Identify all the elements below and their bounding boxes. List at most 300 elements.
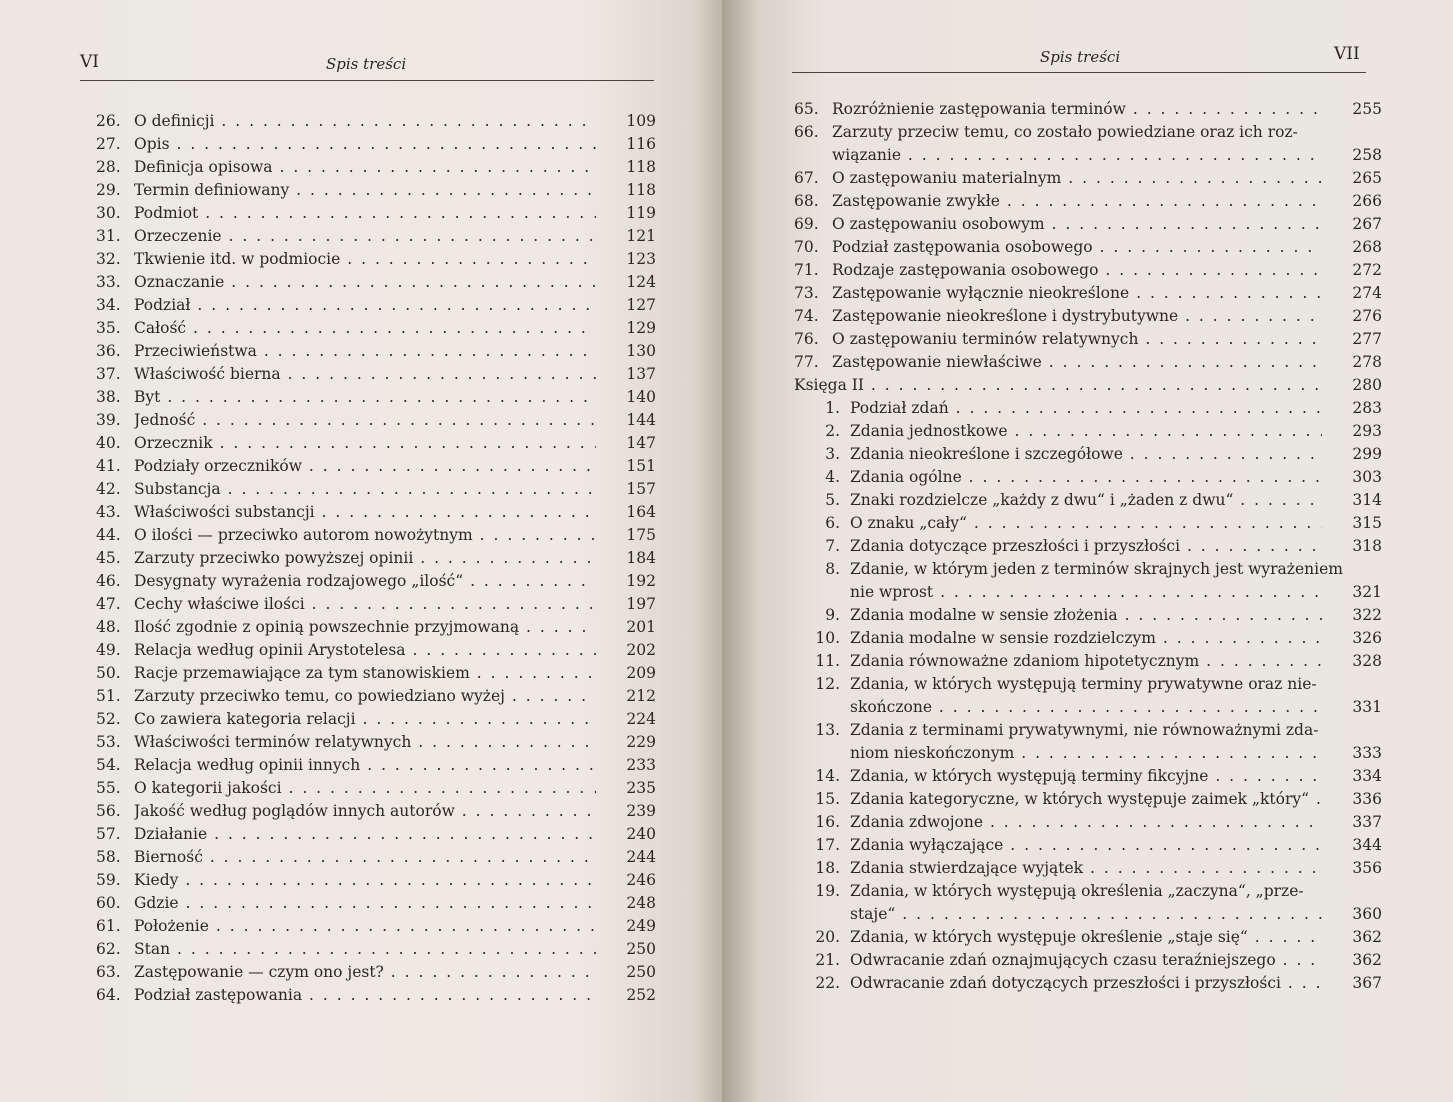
toc-entry [794, 236, 1382, 259]
toc-entry-number: 7. [825, 537, 840, 555]
toc-entry-title: Podział zastępowania . . . [134, 984, 596, 1007]
toc-entry-number: 66. [794, 123, 819, 141]
toc-entry [96, 800, 656, 823]
toc-entry-title: Oznaczanie . . . [134, 271, 596, 294]
toc-entry [794, 857, 1382, 880]
toc-entry-number: 51. [96, 687, 121, 705]
toc-entry-number: 18. [815, 859, 840, 877]
toc-entry-page: 244 [626, 848, 656, 866]
toc-entry-number: 76. [794, 330, 819, 348]
toc-entry [96, 570, 656, 593]
toc-entry-title: Zdania równoważne zdaniom hipotetycznym . . . [850, 650, 1322, 673]
toc-entry-page: 315 [1352, 514, 1382, 532]
toc-entry [794, 834, 1382, 857]
toc-entry-page: 118 [626, 181, 656, 199]
toc-entry-page: 258 [1352, 146, 1382, 164]
toc-entry-page: 276 [1352, 307, 1382, 325]
toc-entry-page: 212 [626, 687, 656, 705]
toc-entry [794, 259, 1382, 282]
toc-entry-title: Podmiot . . . [134, 202, 596, 225]
toc-entry-number: 47. [96, 595, 121, 613]
toc-entry-title: Substancja . . . [134, 478, 596, 501]
toc-entry-page: 109 [626, 112, 656, 130]
toc-entry-title: Przeciwieństwa . . . [134, 340, 596, 363]
toc-entry-number: 63. [96, 963, 121, 981]
toc-entry-title: O ilości — przeciwko autorom nowożytnym . . . [134, 524, 596, 547]
toc-entry-number: 4. [825, 468, 840, 486]
toc-entry [96, 156, 656, 179]
toc-entry-title: Zdania, w których występują terminy fikcyjne . . . [850, 765, 1322, 788]
toc-entry-number: 21. [815, 951, 840, 969]
toc-entry-page: 331 [1352, 698, 1382, 716]
toc-entry-title: Rodzaje zastępowania osobowego . . . [832, 259, 1322, 282]
toc-entry [794, 98, 1382, 121]
toc-entry-page: 197 [626, 595, 656, 613]
toc-entry-page: 337 [1352, 813, 1382, 831]
toc-entry-number: 68. [794, 192, 819, 210]
toc-entry [794, 328, 1382, 351]
toc-entry-number: 61. [96, 917, 121, 935]
toc-entry-page: 144 [626, 411, 656, 429]
toc-entry-title-line1: Zdania, w których występują terminy prywatywne oraz nie- [850, 675, 1317, 693]
toc-entry-title: Zdania modalne w sensie złożenia . . . [850, 604, 1322, 627]
toc-entry-title: Zastępowanie wyłącznie nieokreślone . . . [832, 282, 1322, 305]
toc-entry [96, 754, 656, 777]
toc-entry-number: 57. [96, 825, 121, 843]
toc-entry [96, 961, 656, 984]
toc-entry-title: Zdania, w których występuje określenie „staje się“ . . . [850, 926, 1322, 949]
toc-entry-number: 42. [96, 480, 121, 498]
toc-entry [96, 409, 656, 432]
toc-entry-title: Podział zdań . . . [850, 397, 1322, 420]
toc-entry [794, 420, 1382, 443]
toc-entry-page: 268 [1352, 238, 1382, 256]
toc-entry-title: Odwracanie zdań dotyczących przeszłości i przyszłości . . . [850, 972, 1322, 995]
toc-entry-title: O kategorii jakości . . . [134, 777, 596, 800]
toc-entry-page: 334 [1352, 767, 1382, 785]
toc-entry-page: 202 [626, 641, 656, 659]
toc-entry-title: Orzecznik . . . [134, 432, 596, 455]
toc-entry [96, 271, 656, 294]
toc-entry-page: 344 [1352, 836, 1382, 854]
toc-entry [96, 432, 656, 455]
toc-entry-page: 248 [626, 894, 656, 912]
toc-entry-title-line1: Zarzuty przeciw temu, co zostało powiedziane oraz ich roz- [832, 123, 1298, 141]
toc-entry-title: Zastępowanie zwykłe . . . [832, 190, 1322, 213]
toc-entry-number: 26. [96, 112, 121, 130]
toc-entry [96, 915, 656, 938]
toc-entry-page: 121 [626, 227, 656, 245]
toc-entry-title: Kiedy . . . [134, 869, 596, 892]
toc-entry [96, 202, 656, 225]
toc-entry-title: Racje przemawiające za tym stanowiskiem . . . [134, 662, 596, 685]
toc-entry-page: 249 [626, 917, 656, 935]
toc-entry-number: 73. [794, 284, 819, 302]
right-page [722, 0, 1453, 1102]
toc-entry-title: Zdania jednostkowe . . . [850, 420, 1322, 443]
toc-entry-page: 314 [1352, 491, 1382, 509]
toc-entry [96, 294, 656, 317]
toc-entry [96, 386, 656, 409]
toc-entry-page: 362 [1352, 951, 1382, 969]
toc-entry [794, 351, 1382, 374]
toc-entry-page: 283 [1352, 399, 1382, 417]
toc-entry-title: Zdania nieokreślone i szczegółowe . . . [850, 443, 1322, 466]
toc-entry [96, 984, 656, 1007]
toc-entry-number: 70. [794, 238, 819, 256]
toc-entry-title-line1: Zdania z terminami prywatywnymi, nie równoważnymi zda- [850, 721, 1319, 739]
toc-entry [96, 639, 656, 662]
toc-entry [794, 627, 1382, 650]
toc-entry [794, 213, 1382, 236]
toc-entry-page: 250 [626, 940, 656, 958]
toc-entry-title: Zastępowanie nieokreślone i dystrybutywne . . . [832, 305, 1322, 328]
toc-entry-number: 12. [815, 675, 840, 693]
toc-entry-page: 293 [1352, 422, 1382, 440]
toc-entry-title: Podziały orzeczników . . . [134, 455, 596, 478]
toc-entry-page: 328 [1352, 652, 1382, 670]
toc-entry-title: Zarzuty przeciwko temu, co powiedziano wyżej . . . [134, 685, 596, 708]
toc-entry-title: niom nieskończonym . . . [850, 742, 1322, 765]
toc-entry [794, 121, 1382, 167]
toc-entry-number: 74. [794, 307, 819, 325]
toc-entry-number: 34. [96, 296, 121, 314]
toc-entry-number: 44. [96, 526, 121, 544]
toc-entry-title: Jakość według poglądów innych autorów . . . [134, 800, 596, 823]
right-page-number: VII [1334, 44, 1360, 64]
toc-entry-page: 123 [626, 250, 656, 268]
toc-entry-number: 20. [815, 928, 840, 946]
left-toc-list [96, 110, 656, 1007]
toc-entry-page: 119 [626, 204, 656, 222]
toc-entry [794, 397, 1382, 420]
toc-entry-title: Całość . . . [134, 317, 596, 340]
toc-entry-title: O znaku „cały“ . . . [850, 512, 1322, 535]
toc-entry-page: 175 [626, 526, 656, 544]
toc-entry-title: Tkwienie itd. w podmiocie . . . [134, 248, 596, 271]
toc-entry-page: 333 [1352, 744, 1382, 762]
toc-entry [96, 777, 656, 800]
toc-entry [96, 317, 656, 340]
right-running-title: Spis treści [1040, 48, 1121, 66]
toc-entry-number: 64. [96, 986, 121, 1004]
toc-entry [794, 374, 1382, 397]
toc-entry-number: 58. [96, 848, 121, 866]
toc-entry [96, 225, 656, 248]
toc-entry [96, 363, 656, 386]
toc-entry-title: Znaki rozdzielcze „każdy z dwu“ i „żaden z dwu“ . . . [850, 489, 1322, 512]
toc-entry [96, 478, 656, 501]
toc-entry-title: Właściwości substancji . . . [134, 501, 596, 524]
toc-entry-number: 45. [96, 549, 121, 567]
toc-entry-number: 31. [96, 227, 121, 245]
toc-entry [794, 282, 1382, 305]
toc-entry [96, 455, 656, 478]
toc-entry-number: 65. [794, 100, 819, 118]
toc-entry [96, 869, 656, 892]
toc-book-heading: Księga II . . . [794, 374, 1322, 397]
toc-entry-title: Jedność . . . [134, 409, 596, 432]
toc-entry-page: 229 [626, 733, 656, 751]
toc-entry [794, 788, 1382, 811]
toc-entry-page: 255 [1352, 100, 1382, 118]
right-header-rule [792, 72, 1366, 73]
toc-entry-title: Zdania modalne w sensie rozdzielczym . . . [850, 627, 1322, 650]
toc-entry-page: 278 [1352, 353, 1382, 371]
toc-entry [96, 133, 656, 156]
toc-entry [96, 110, 656, 133]
toc-entry-number: 17. [815, 836, 840, 854]
toc-entry [794, 972, 1382, 995]
toc-entry-number: 8. [825, 560, 840, 578]
toc-entry-page: 124 [626, 273, 656, 291]
toc-entry-page: 118 [626, 158, 656, 176]
toc-entry [96, 547, 656, 570]
toc-entry-page: 265 [1352, 169, 1382, 187]
toc-entry-title: Zdania dotyczące przeszłości i przyszłości . . . [850, 535, 1322, 558]
toc-entry-title: Zdania ogólne . . . [850, 466, 1322, 489]
toc-entry-page: 127 [626, 296, 656, 314]
toc-entry-number: 37. [96, 365, 121, 383]
toc-entry-number: 56. [96, 802, 121, 820]
toc-entry-title: Definicja opisowa . . . [134, 156, 596, 179]
toc-entry [794, 535, 1382, 558]
toc-entry-page: 184 [626, 549, 656, 567]
toc-entry-page: 239 [626, 802, 656, 820]
toc-entry-title: Bierność . . . [134, 846, 596, 869]
toc-entry-page: 272 [1352, 261, 1382, 279]
toc-entry-number: 22. [815, 974, 840, 992]
toc-entry-title: Co zawiera kategoria relacji . . . [134, 708, 596, 731]
toc-entry-title: Zdania zdwojone . . . [850, 811, 1322, 834]
toc-entry-page: 233 [626, 756, 656, 774]
toc-entry-title: Relacja według opinii innych . . . [134, 754, 596, 777]
toc-entry-title: wiązanie . . . [832, 144, 1322, 167]
toc-entry-page: 246 [626, 871, 656, 889]
toc-entry [794, 949, 1382, 972]
toc-entry-number: 62. [96, 940, 121, 958]
toc-entry-page: 240 [626, 825, 656, 843]
toc-entry-title: Termin definiowany . . . [134, 179, 596, 202]
toc-entry [794, 443, 1382, 466]
toc-entry-number: 30. [96, 204, 121, 222]
toc-entry-number: 16. [815, 813, 840, 831]
toc-entry-number: 33. [96, 273, 121, 291]
left-running-title: Spis treści [326, 55, 407, 73]
toc-entry-page: 318 [1352, 537, 1382, 555]
toc-entry-page: 129 [626, 319, 656, 337]
toc-entry-page: 303 [1352, 468, 1382, 486]
toc-entry-page: 326 [1352, 629, 1382, 647]
toc-entry-page: 147 [626, 434, 656, 452]
toc-entry-title: Desygnaty wyrażenia rodzajowego „ilość“ . . . [134, 570, 596, 593]
toc-entry-page: 164 [626, 503, 656, 521]
toc-entry-page: 267 [1352, 215, 1382, 233]
toc-entry [794, 167, 1382, 190]
toc-entry-number: 69. [794, 215, 819, 233]
toc-entry-number: 28. [96, 158, 121, 176]
toc-entry-page: 360 [1352, 905, 1382, 923]
toc-entry-page: 356 [1352, 859, 1382, 877]
toc-entry-number: 48. [96, 618, 121, 636]
toc-entry [794, 719, 1382, 765]
toc-entry-page: 116 [626, 135, 656, 153]
toc-entry-page: 151 [626, 457, 656, 475]
toc-entry-number: 41. [96, 457, 121, 475]
toc-entry [794, 673, 1382, 719]
toc-entry-page: 137 [626, 365, 656, 383]
toc-entry [96, 731, 656, 754]
toc-entry-number: 27. [96, 135, 121, 153]
toc-entry-page: 140 [626, 388, 656, 406]
toc-entry-number: 43. [96, 503, 121, 521]
toc-entry [96, 340, 656, 363]
toc-entry-number: 71. [794, 261, 819, 279]
toc-entry-number: 15. [815, 790, 840, 808]
toc-entry [794, 604, 1382, 627]
toc-entry-title: Właściwości terminów relatywnych . . . [134, 731, 596, 754]
toc-entry-title: Zastępowanie niewłaściwe . . . [832, 351, 1322, 374]
toc-entry-title: skończone . . . [850, 696, 1322, 719]
toc-entry-title: O zastępowaniu terminów relatywnych . . . [832, 328, 1322, 351]
toc-entry-title: Relacja według opinii Arystotelesa . . . [134, 639, 596, 662]
toc-entry-number: 46. [96, 572, 121, 590]
toc-entry-number: 52. [96, 710, 121, 728]
toc-entry [96, 248, 656, 271]
toc-entry-page: 266 [1352, 192, 1382, 210]
toc-entry [96, 708, 656, 731]
toc-entry-number: 53. [96, 733, 121, 751]
toc-entry [794, 190, 1382, 213]
toc-entry-title: staje“ . . . [850, 903, 1322, 926]
toc-entry-title: Orzeczenie . . . [134, 225, 596, 248]
toc-entry-number: 3. [825, 445, 840, 463]
toc-entry-title: Opis . . . [134, 133, 596, 156]
toc-entry-title: Zastępowanie — czym ono jest? . . . [134, 961, 596, 984]
toc-entry-number: 13. [815, 721, 840, 739]
toc-entry-number: 32. [96, 250, 121, 268]
toc-entry [96, 846, 656, 869]
toc-entry-title: Podział zastępowania osobowego . . . [832, 236, 1322, 259]
toc-entry-page: 336 [1352, 790, 1382, 808]
toc-entry-number: 19. [815, 882, 840, 900]
toc-entry [794, 650, 1382, 673]
toc-entry-title: Zdania stwierdzające wyjątek . . . [850, 857, 1322, 880]
toc-entry-page: 192 [626, 572, 656, 590]
toc-entry-number: 14. [815, 767, 840, 785]
toc-entry [96, 179, 656, 202]
toc-entry-page: 322 [1352, 606, 1382, 624]
toc-entry-number: 1. [825, 399, 840, 417]
toc-entry-title: Położenie . . . [134, 915, 596, 938]
toc-entry-page: 157 [626, 480, 656, 498]
toc-entry-page: 130 [626, 342, 656, 360]
toc-entry [96, 823, 656, 846]
toc-entry-number: 40. [96, 434, 121, 452]
toc-entry [794, 880, 1382, 926]
toc-entry-number: 54. [96, 756, 121, 774]
toc-entry-title: Stan . . . [134, 938, 596, 961]
toc-entry-number: 9. [825, 606, 840, 624]
toc-entry-title: Odwracanie zdań oznajmujących czasu teraźniejszego . . . [850, 949, 1322, 972]
right-toc-list [794, 98, 1382, 995]
toc-entry-page: 250 [626, 963, 656, 981]
toc-entry [96, 892, 656, 915]
toc-entry-page: 224 [626, 710, 656, 728]
toc-entry-number: 67. [794, 169, 819, 187]
toc-entry-page: 362 [1352, 928, 1382, 946]
toc-entry [96, 938, 656, 961]
left-page [0, 0, 722, 1102]
toc-entry-number: 6. [825, 514, 840, 532]
toc-entry-title: Działanie . . . [134, 823, 596, 846]
toc-entry [96, 501, 656, 524]
toc-entry [794, 558, 1382, 604]
toc-entry-number: 50. [96, 664, 121, 682]
toc-entry [96, 524, 656, 547]
toc-entry-page: 201 [626, 618, 656, 636]
toc-entry [794, 811, 1382, 834]
toc-entry-number: 11. [815, 652, 840, 670]
toc-entry-number: 60. [96, 894, 121, 912]
toc-entry-page: 277 [1352, 330, 1382, 348]
toc-entry-page: 235 [626, 779, 656, 797]
toc-entry-title: Rozróżnienie zastępowania terminów . . . [832, 98, 1322, 121]
toc-entry-number: 10. [815, 629, 840, 647]
toc-entry-title: Zdania kategoryczne, w których występuje zaimek „który“ . . . [850, 788, 1322, 811]
toc-entry-page: 299 [1352, 445, 1382, 463]
toc-entry-page: 252 [626, 986, 656, 1004]
toc-entry [96, 685, 656, 708]
toc-entry-page: 321 [1352, 583, 1382, 601]
toc-entry-title-line1: Zdanie, w którym jeden z terminów skrajnych jest wyrażeniem [850, 560, 1343, 578]
toc-entry-title: Zdania wyłączające . . . [850, 834, 1322, 857]
toc-entry-number: 39. [96, 411, 121, 429]
toc-entry [794, 765, 1382, 788]
toc-entry-title: Podział . . . [134, 294, 596, 317]
toc-entry-title: Byt . . . [134, 386, 596, 409]
toc-entry-page: 274 [1352, 284, 1382, 302]
toc-entry-title-line1: Zdania, w których występują określenia „zaczyna“, „prze- [850, 882, 1304, 900]
toc-entry [96, 616, 656, 639]
toc-entry-title: O zastępowaniu materialnym . . . [832, 167, 1322, 190]
toc-entry-title: Gdzie . . . [134, 892, 596, 915]
toc-entry-number: 5. [825, 491, 840, 509]
toc-entry-number: 36. [96, 342, 121, 360]
toc-entry-number: 38. [96, 388, 121, 406]
toc-entry [794, 926, 1382, 949]
toc-entry-title: Właściwość bierna . . . [134, 363, 596, 386]
left-header-rule [80, 80, 654, 81]
toc-entry-title: O definicji . . . [134, 110, 596, 133]
toc-entry-page: 209 [626, 664, 656, 682]
toc-entry [794, 466, 1382, 489]
toc-entry [96, 593, 656, 616]
toc-entry-title: O zastępowaniu osobowym . . . [832, 213, 1322, 236]
toc-entry-number: 29. [96, 181, 121, 199]
toc-entry-number: 55. [96, 779, 121, 797]
toc-entry [794, 305, 1382, 328]
toc-entry-title: nie wprost . . . [850, 581, 1322, 604]
toc-entry-title: Ilość zgodnie z opinią powszechnie przyjmowaną . . . [134, 616, 596, 639]
toc-entry-number: 2. [825, 422, 840, 440]
toc-entry-title: Cechy właściwe ilości . . . [134, 593, 596, 616]
toc-entry-number: 49. [96, 641, 121, 659]
toc-entry-page: 280 [1352, 376, 1382, 394]
toc-entry-title: Zarzuty przeciwko powyższej opinii . . . [134, 547, 596, 570]
toc-entry [794, 489, 1382, 512]
toc-entry [96, 662, 656, 685]
